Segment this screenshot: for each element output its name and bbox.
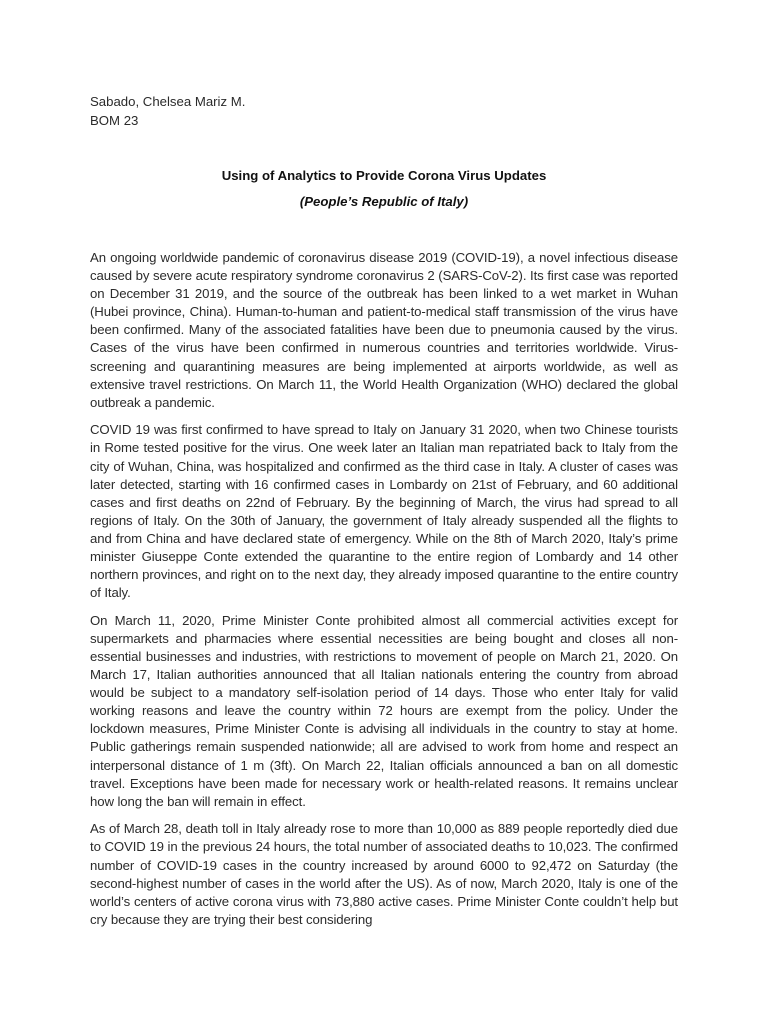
author-name: Sabado, Chelsea Mariz M. [90, 94, 246, 109]
paragraph: An ongoing worldwide pandemic of coronavirus disease 2019 (COVID-19), a novel infectious disease caused by severe acute respiratory syndrome coronavirus 2 (SARS-CoV-2). Its first case was reported on December 31 2019, and the source of the outbreak has been linked to a wet market in Wuhan (Hubei province, China). Human-to-human and patient-to-medical staff transmission of the virus have been confirmed. Many of the associated fatalities have been due to pneumonia caused by the virus. Cases of the virus have been confirmed in numerous countries and territories worldwide. Virus-screening and quarantining measures are being implemented at airports worldwide, as well as extensive travel restrictions. On March 11, the World Health Organization (WHO) declared the global outbreak a pandemic. [90, 250, 678, 410]
paragraph: As of March 28, death toll in Italy already rose to more than 10,000 as 889 people reportedly died due to COVID 19 in the previous 24 hours, the total number of associated deaths to 10,023. The confirmed number of COVID-19 cases in the country increased by around 6000 to 92,472 on Saturday (the second-highest number of cases in the world after the US). As of now, March 2020, Italy is one of the world’s centers of active corona virus with 73,880 active cases. Prime Minister Conte couldn’t help but cry because they are trying their best considering [90, 821, 678, 927]
document-subtitle: (People’s Republic of Italy) [299, 194, 469, 209]
class-section: BOM 23 [90, 112, 139, 128]
author-block [90, 93, 245, 130]
paragraph: On March 11, 2020, Prime Minister Conte prohibited almost all commercial activities except for supermarkets and pharmacies where essential necessities are being bought and closes all non-essential businesses and industries, with restrictions to movement of people on March 21, 2020. On March 17, Italian authorities announced that all Italian nationals entering the country from abroad would be subject to a mandatory self-isolation period of 14 days. Those who enter Italy for valid working reasons and leave the country within 72 hours are exempt from the policy. Under the lockdown measures, Prime Minister Conte is advising all individuals in the country to stay at home. Public gatherings remain suspended nationwide; all are advised to work from home and respect an interpersonal distance of 1 m (3ft). On March 22, Italian officials announced a ban on all domestic travel. Exceptions have been made for necessary work or health-related reasons. It remains unclear how long the ban will remain in effect. [90, 612, 678, 809]
document-title: Using of Analytics to Provide Corona Virus Updates [221, 168, 547, 183]
paragraph: COVID 19 was first confirmed to have spread to Italy on January 31 2020, when two Chinese tourists in Rome tested positive for the virus. One week later an Italian man repatriated back to Italy from the city of Wuhan, China, was hospitalized and confirmed as the third case in Italy. A cluster of cases was later detected, starting with 16 confirmed cases in Lombardy on 21st of February, and 60 additional cases and first deaths on 22nd of February. By the beginning of March, the virus had spread to all regions of Italy. On the 30th of January, the government of Italy already suspended all the flights to and from China and have declared state of emergency. While on the 8th of March 2020, Italy’s prime minister Giuseppe Conte extended the quarantine to the entire region of Lombardy and 14 other northern provinces, and right on to the next day, they already imposed quarantine to the entire country of Italy. [90, 422, 678, 601]
document-body [90, 249, 678, 938]
